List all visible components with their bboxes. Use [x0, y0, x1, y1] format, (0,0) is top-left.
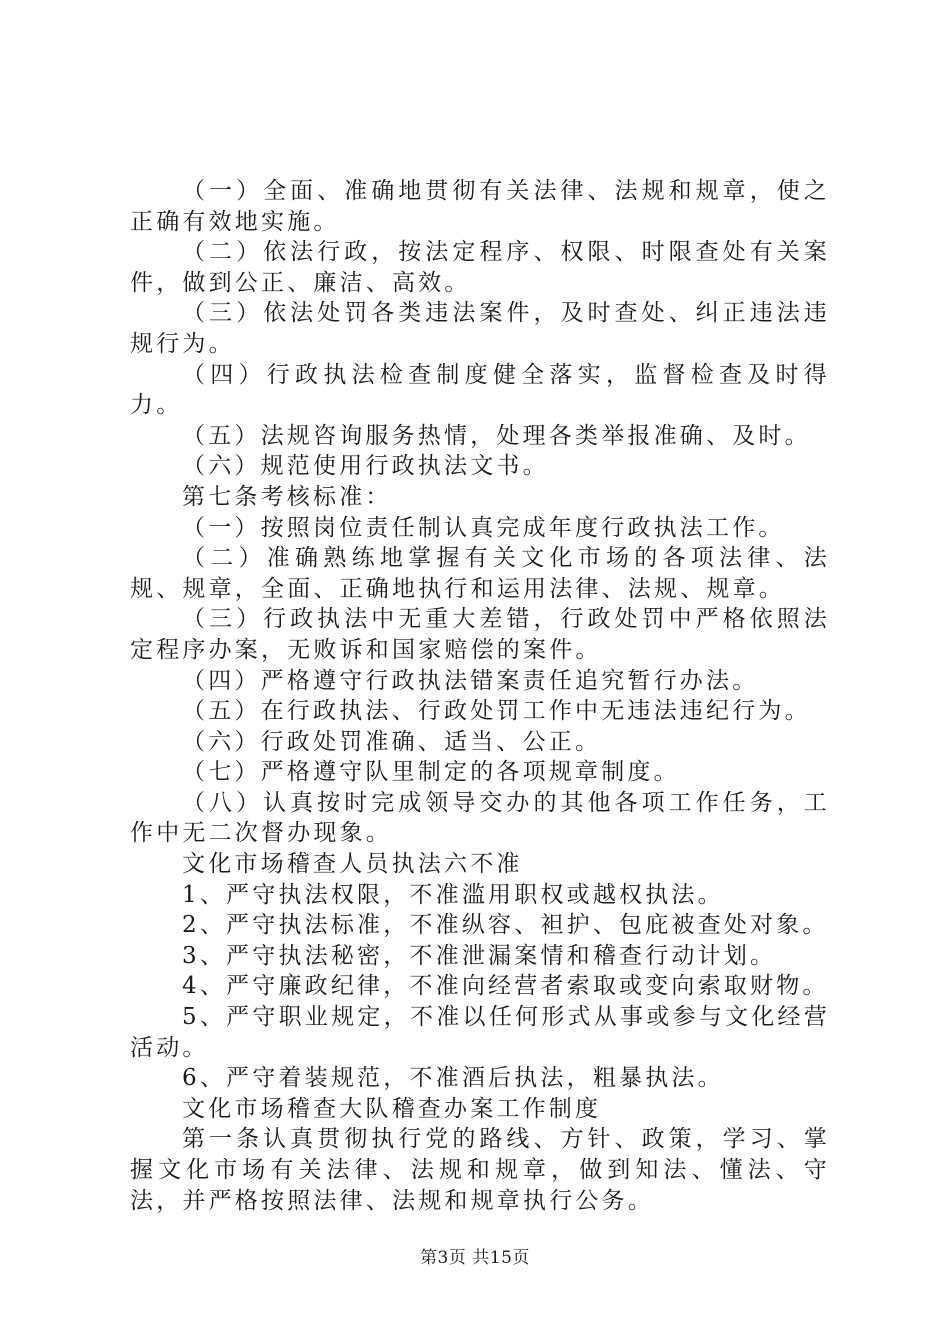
- section-heading: 文化市场稽查人员执法六不准: [182, 851, 523, 878]
- list-item: 4、严守廉政纪律，不准向经营者索取或变向索取财物。: [182, 973, 829, 1000]
- paragraph: （六）行政处罚准确、适当、公正。: [182, 728, 602, 755]
- paragraph: （二）依法行政，按法定程序、权限、时限查处有关案件，做到公正、廉洁、高效。: [130, 239, 830, 296]
- list-item: 3、严守执法秘密，不准泄漏案情和稽查行动计划。: [182, 942, 777, 969]
- paragraph: （五）在行政执法、行政处罚工作中无违法违纪行为。: [182, 698, 811, 725]
- paragraph: 第一条认真贯彻执行党的路线、方针、政策，学习、掌握文化市场有关法律、法规和规章，做到知法、懂法、守法，并严格按照法律、法规和规章执行公务。: [130, 1126, 830, 1214]
- paragraph: （四）行政执法检查制度健全落实，监督检查及时得力。: [130, 361, 830, 419]
- paragraph: （七）严格遵守队里制定的各项规章制度。: [182, 759, 680, 786]
- section-heading: 文化市场稽查大队稽查办案工作制度: [182, 1095, 602, 1122]
- paragraph: （三）行政执法中无重大差错，行政处罚中严格依照法定程序办案，无败诉和国家赔偿的案件。: [130, 606, 830, 663]
- document-body: [130, 176, 830, 1216]
- paragraph: （四）严格遵守行政执法错案责任追究暂行办法。: [182, 667, 759, 694]
- section-heading: 第七条考核标准：: [182, 483, 392, 510]
- paragraph: （三）依法处罚各类违法案件，及时查处、纠正违法违规行为。: [130, 300, 830, 357]
- list-item: 5、严守职业规定，不准以任何形式从事或参与文化经营活动。: [130, 1004, 830, 1061]
- paragraph: （八）认真按时完成领导交办的其他各项工作任务，工作中无二次督办现象。: [130, 789, 830, 847]
- list-item: 6、严守着装规范，不准酒后执法，粗暴执法。: [182, 1065, 724, 1092]
- paragraph: （五）法规咨询服务热情，处理各类举报准确、及时。: [182, 422, 811, 449]
- paragraph: （六）规范使用行政执法文书。: [182, 453, 549, 480]
- list-item: 1、严守执法权限，不准滥用职权或越权执法。: [182, 881, 724, 908]
- list-item: 2、严守执法标准，不准纵容、袒护、包庇被查处对象。: [182, 912, 829, 939]
- page-number: 第3页 共15页: [420, 1248, 530, 1268]
- paragraph: （二）准确熟练地掌握有关文化市场的各项法律、法规、规章，全面、正确地执行和运用法律、法规、规章。: [130, 545, 830, 602]
- paragraph: （一）全面、准确地贯彻有关法律、法规和规章，使之正确有效地实施。: [130, 178, 830, 235]
- paragraph: （一）按照岗位责任制认真完成年度行政执法工作。: [182, 514, 785, 541]
